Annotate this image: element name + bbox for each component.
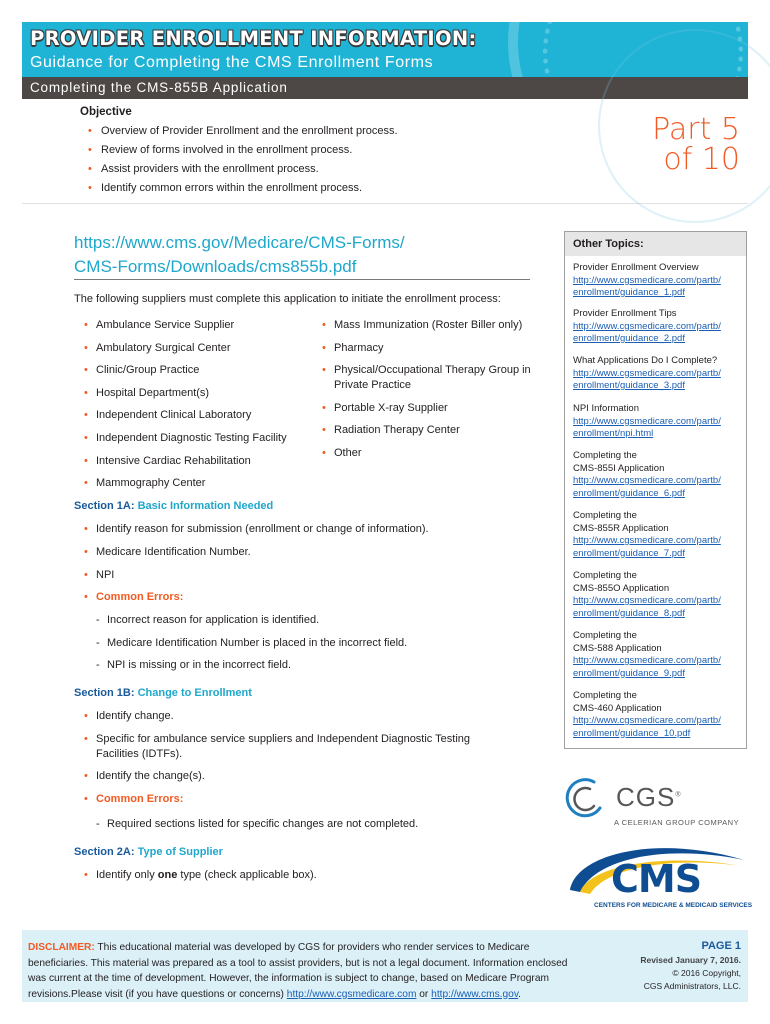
- link-line: http://www.cgsmedicare.com/partb/: [573, 367, 721, 379]
- list-item: • Medicare Identification Number.: [84, 545, 429, 568]
- common-errors-label: Common Errors:: [96, 792, 184, 805]
- link-line: http://www.cgsmedicare.com/partb/: [573, 535, 721, 546]
- supplier-list-column-2: [322, 318, 542, 469]
- cgs-website-link[interactable]: http://www.cgsmedicare.com: [286, 988, 417, 1000]
- link-line: http://www.cgsmedicare.com/partb/: [573, 595, 721, 606]
- list-item: • Overview of Provider Enrollment and the enrollment process.: [88, 124, 398, 143]
- link-line: enrollment/guidance_7.pdf: [573, 547, 685, 559]
- section-label: Section 2A:: [74, 846, 135, 858]
- section-label: Section 1A:: [74, 500, 135, 512]
- topic-item: [573, 450, 743, 500]
- section-title: Basic Information Needed: [137, 500, 274, 512]
- section-1b-heading: [74, 687, 252, 699]
- topic-title: Completing the: [573, 690, 637, 701]
- part-indicator: [652, 112, 740, 177]
- list-item: • Identify the change(s).: [84, 769, 514, 784]
- topic-title: NPI Information: [573, 403, 639, 414]
- intro-text: The following suppliers must complete this application to initiate the enrollment process:: [74, 293, 501, 305]
- cms-tagline: CENTERS FOR MEDICARE & MEDICAID SERVICES: [594, 902, 753, 909]
- cms-logo: [566, 840, 753, 916]
- part-total: of 10: [663, 142, 740, 177]
- list-item: - Required sections listed for specific changes are not completed.: [96, 817, 418, 832]
- topic-title: What Applications Do I Complete?: [573, 355, 718, 366]
- disclaimer: [28, 940, 573, 1002]
- list-item: • Review of forms involved in the enrollment process.: [88, 143, 398, 162]
- objective-list: [88, 124, 398, 200]
- cgs-swirl-icon: [564, 776, 610, 822]
- topic-link[interactable]: [573, 535, 743, 560]
- cgs-logo: [564, 776, 749, 828]
- link-line: http://www.cgsmedicare.com/partb/: [573, 320, 721, 332]
- link-line: enrollment/guidance_10.pdf: [573, 727, 691, 739]
- topic-title: Completing the: [573, 510, 637, 521]
- section-1a-list: [84, 522, 429, 613]
- divider: [74, 279, 530, 280]
- section-2a-list: [84, 868, 514, 883]
- topic-link[interactable]: [573, 715, 743, 740]
- list-item: • Ambulance Service Supplier: [84, 318, 314, 341]
- topic-link[interactable]: [573, 655, 743, 680]
- link-line: enrollment/guidance_1.pdf: [573, 287, 685, 298]
- list-item: [84, 792, 514, 807]
- page-title: PROVIDER ENROLLMENT INFORMATION:: [30, 27, 477, 50]
- item-text: type (check applicable box).: [177, 869, 317, 881]
- connector-text: or: [416, 988, 432, 1000]
- supplier-list-column-1: [84, 318, 314, 499]
- topic-item: [573, 262, 743, 300]
- list-item: • Pharmacy: [322, 341, 542, 356]
- topic-item: [573, 355, 743, 393]
- list-item: • Mass Immunization (Roster Biller only): [322, 318, 542, 333]
- list-item: • Other: [322, 446, 542, 461]
- list-item: - Medicare Identification Number is placed in the incorrect field.: [96, 636, 407, 659]
- topic-title: Provider Enrollment Overview: [573, 262, 699, 273]
- link-line: http://www.cgsmedicare.com/partb/: [573, 274, 721, 286]
- topic-title: Completing the: [573, 570, 637, 581]
- cms-website-link[interactable]: http://www.cms.gov: [431, 988, 519, 1000]
- disclaimer-text: This educational material was developed by CGS for providers who render services to Medicare beneficiaries. This material was prepared as a tool to assist providers, but is not a legal document. Information enclosed was current at the time of development. However, the information is subject to change, based on Medicare Program revisions.Please visit (if you have questions or concerns): [28, 942, 568, 1000]
- list-item: • Mammography Center: [84, 476, 314, 499]
- topic-title: CMS-855I Application: [573, 462, 665, 474]
- link-line: http://www.cgsmedicare.com/partb/: [573, 715, 721, 726]
- section-title: Type of Supplier: [137, 846, 223, 858]
- objective-heading: Objective: [80, 106, 132, 118]
- end-punct: .: [518, 988, 522, 1000]
- list-item: • Specific for ambulance service suppliers and Independent Diagnostic Testing Facilities (IDTFs).: [84, 732, 514, 762]
- topic-item: [573, 630, 743, 680]
- topic-title: CMS-855R Application: [573, 522, 669, 534]
- company-name: CGS Administrators, LLC.: [643, 981, 741, 991]
- link-line: enrollment/guidance_8.pdf: [573, 607, 685, 619]
- topic-link[interactable]: [573, 595, 743, 620]
- registered-mark: ®: [675, 791, 682, 799]
- topic-title: Completing the: [573, 630, 637, 641]
- section-2a-heading: [74, 846, 223, 858]
- objective-section: [22, 99, 748, 204]
- list-item: • Ambulatory Surgical Center: [84, 341, 314, 364]
- list-item: • NPI: [84, 568, 429, 591]
- cgs-tagline: A CELERIAN GROUP COMPANY: [614, 818, 740, 827]
- sidebar-heading: Other Topics:: [573, 238, 644, 250]
- page-number: PAGE 1: [701, 940, 741, 952]
- list-item: • Independent Clinical Laboratory: [84, 408, 314, 431]
- copyright: © 2016 Copyright,: [672, 968, 741, 978]
- form-url-line: https://www.cms.gov/Medicare/CMS-Forms/: [74, 233, 405, 252]
- topic-link[interactable]: [573, 321, 743, 346]
- sidebar-header: [565, 232, 746, 256]
- form-url-link[interactable]: [74, 231, 494, 279]
- part-number: Part 5: [652, 112, 740, 147]
- topic-title: CMS-855O Application: [573, 582, 670, 594]
- list-item: • Portable X-ray Supplier: [322, 401, 542, 416]
- topic-link[interactable]: [573, 416, 743, 441]
- section-1b-errors: [96, 817, 418, 832]
- link-line: enrollment/npi.html: [573, 428, 654, 439]
- list-item: • Hospital Department(s): [84, 386, 314, 409]
- link-line: enrollment/guidance_2.pdf: [573, 333, 685, 344]
- list-item: • Identify common errors within the enrollment process.: [88, 181, 398, 200]
- list-item: - NPI is missing or in the incorrect field.: [96, 658, 407, 681]
- topic-link[interactable]: [573, 475, 743, 500]
- footer: [22, 930, 748, 1002]
- page-subtitle: Guidance for Completing the CMS Enrollment Forms: [30, 54, 434, 71]
- topic-link[interactable]: [573, 368, 743, 393]
- item-emphasis: one: [157, 869, 178, 881]
- topic-title: CMS-588 Application: [573, 642, 662, 654]
- list-item: • Clinic/Group Practice: [84, 363, 314, 386]
- link-line: enrollment/guidance_9.pdf: [573, 667, 685, 679]
- list-item: • Intensive Cardiac Rehabilitation: [84, 454, 314, 477]
- form-url-line: CMS-Forms/Downloads/cms855b.pdf: [74, 257, 357, 276]
- topic-title: CMS-460 Application: [573, 702, 662, 714]
- document-topic: Completing the CMS-855B Application: [30, 80, 288, 95]
- link-line: enrollment/guidance_6.pdf: [573, 487, 685, 499]
- list-item: - Incorrect reason for application is identified.: [96, 613, 407, 636]
- other-topics-sidebar: [564, 231, 747, 749]
- section-1b-list: [84, 709, 514, 807]
- list-item: • Identify change.: [84, 709, 514, 724]
- section-1a-errors: [96, 613, 407, 681]
- cgs-name: CGS: [616, 782, 676, 812]
- topic-item: [573, 570, 743, 620]
- link-line: http://www.cgsmedicare.com/partb/: [573, 655, 721, 666]
- link-line: http://www.cgsmedicare.com/partb/: [573, 475, 721, 486]
- list-item: • Physical/Occupational Therapy Group in Private Practice: [322, 363, 542, 393]
- link-line: enrollment/guidance_3.pdf: [573, 380, 685, 391]
- topic-link[interactable]: [573, 275, 743, 300]
- item-text: Identify only: [96, 869, 158, 881]
- section-1a-heading: [74, 500, 273, 512]
- topic-item: [573, 308, 743, 346]
- topic-item: [573, 403, 743, 441]
- topic-title: Completing the: [573, 450, 637, 461]
- list-item: [84, 590, 429, 613]
- revised-date: Revised January 7, 2016.: [640, 955, 741, 965]
- cgs-wordmark: [616, 782, 682, 813]
- link-line: http://www.cgsmedicare.com/partb/: [573, 415, 721, 427]
- common-errors-label: Common Errors:: [96, 591, 184, 604]
- topic-title: Provider Enrollment Tips: [573, 308, 677, 319]
- list-item: [84, 868, 514, 883]
- section-label: Section 1B:: [74, 687, 135, 699]
- list-item: • Independent Diagnostic Testing Facility: [84, 431, 314, 454]
- list-item: • Assist providers with the enrollment process.: [88, 162, 398, 181]
- disclaimer-label: DISCLAIMER:: [28, 942, 95, 953]
- list-item: • Radiation Therapy Center: [322, 423, 542, 438]
- topic-item: [573, 510, 743, 560]
- footer-info: [640, 938, 741, 993]
- cms-wordmark: CMS: [611, 857, 702, 901]
- list-item: • Identify reason for submission (enrollment or change of information).: [84, 522, 429, 545]
- section-title: Change to Enrollment: [137, 687, 252, 699]
- topic-item: [573, 690, 743, 740]
